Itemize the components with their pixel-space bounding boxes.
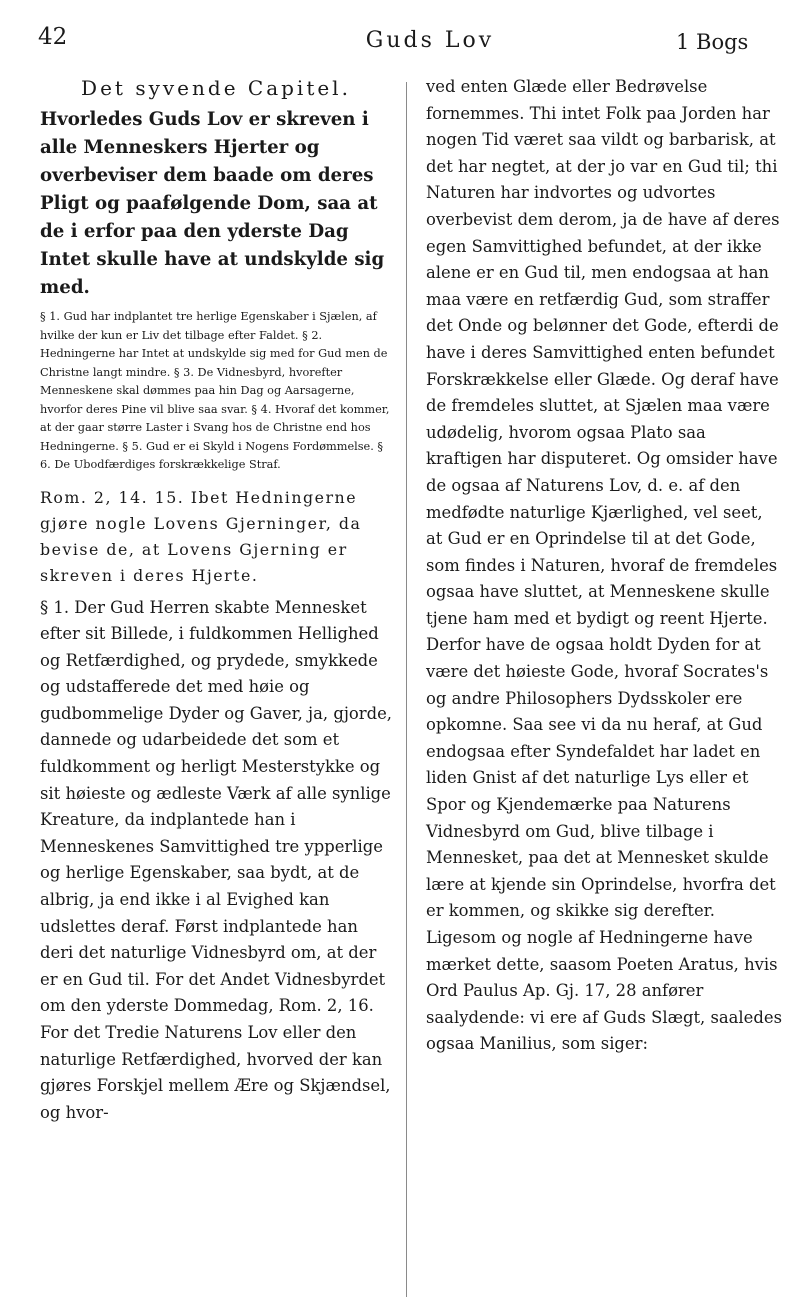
chapter-heading: Det syvende Capitel. [81,76,351,100]
column-divider [406,82,407,1297]
page-number: 42 [38,24,68,50]
chapter-question: Hvorledes Guds Lov er skreven i alle Menneskers Hjerter og overbeviser dem baade om deres Pligt og paafølgende Dom, saa at de i erfor paa den yderste Dag Intet skulle have at undskylde sig med. [40,109,385,298]
scripture-epigraph: Rom. 2, 14. 15. Ibet Hedningerne gjøre nogle Lovens Gjerninger, da bevise de, at Lovens Gjerning er skreven i deres Hjerte. [40,487,362,585]
body-text-right: ved enten Glæde eller Bedrøvelse fornemmes. Thi intet Folk paa Jorden har nogen Tid været saa vildt og barbarisk, at det har negtet, at der jo var en Gud til; thi Naturen har indvortes og udvortes overbevist dem derom, ja de have af deres egen Samvittighed befundet, at der ikke alene er en Gud til, men endogsaa at han maa være en retfærdig Gud, som straffer det Onde og belønner det Gode, efterdi de have i deres Samvittighed enten befundet Forskrækkelse eller Glæde. Og deraf have de fremdeles sluttet, at Sjælen maa være udødelig, hvorom ogsaa Plato saa kraftigen har disputeret. Og omsider have de ogsaa af Naturens Lov, d. e. af den medfødte naturlige Kjærlighed, vel seet, at Gud er en Oprindelse til at det Gode, som findes i Naturen, hvoraf de fremdeles ogsaa have sluttet, at Menneskene skulle tjene ham med et bydigt og reent Hjerte. Derfor have de ogsaa holdt Dyden for at være det høieste Gode, hvoraf Socrates's og andre Philosophers Dydsskoler ere opkomne. Saa see vi da nu heraf, at Gud endogsaa efter Syndefaldet har ladet en liden Gnist af det naturlige Lys eller et Spor og Kjendemærke paa Naturens Vidnesbyrd om Gud, blive tilbage i Mennesket, paa det at Mennesket skulde lære at kjende sin Oprindelse, hvorfra det er kommen, og skikke sig derefter. Ligesom og nogle af Hedningerne have mærket dette, saasom Poeten Aratus, hvis Ord Paulus Ap. Gj. 17, 28 anfører saalydende: vi ere af Guds Slægt, saaledes ogsaa Manilius, som siger: [426,77,782,1054]
body-text-left: § 1. Der Gud Herren skabte Mennesket efter sit Billede, i fuldkommen Hellighed og Retfærdighed, og prydede, smykkede og udstafferede det med høie og gudbommelige Dyder og Gaver, ja, gjorde, dannede og udarbeidede det som et fuldkomment og herligt Mesterstykke og sit høieste og ædleste Værk af alle synlige Kreature, da indplantede han i Menneskenes Samvittighed tre ypperlige og herlige Egenskaber, saa bydt, at de albrig, ja end ikke i al Evighed kan udslettes deraf. Først indplantede han deri det naturlige Vidnesbyrd om, at der er en Gud til. For det Andet Vidnesbyrdet om den yderste Dommedag, Rom. 2, 16. For det Tredie Naturens Lov eller den naturlige Retfærdighed, hvorved der kan gjøres Forskjel mellem Ære og Skjændsel, og hvor- [40,597,393,1122]
right-column [426,74,784,1058]
left-column [40,74,392,1126]
book-signature: 1 Bogs [676,30,749,54]
running-title: Guds Lov [365,28,495,53]
chapter-summary: § 1. Gud har indplantet tre herlige Egenskaber i Sjælen, af hvilke der kun er Liv det tilbage efter Faldet. § 2. Hedningerne har Intet at undskylde sig med for Gud men de Christne langt mindre. § 3. De Vidnesbyrd, hvorefter Menneskene skal dømmes paa hin Dag og Aarsagerne, hvorfor deres Pine vil blive saa svar. § 4. Hvoraf det kommer, at der gaar større Laster i Svang hos de Christne end hos Hedningerne. § 5. Gud er ei Skyld i Nogens Fordømmelse. § 6. De Ubodfærdiges forskrækkelige Straf. [40,310,390,471]
running-head [0,14,789,64]
